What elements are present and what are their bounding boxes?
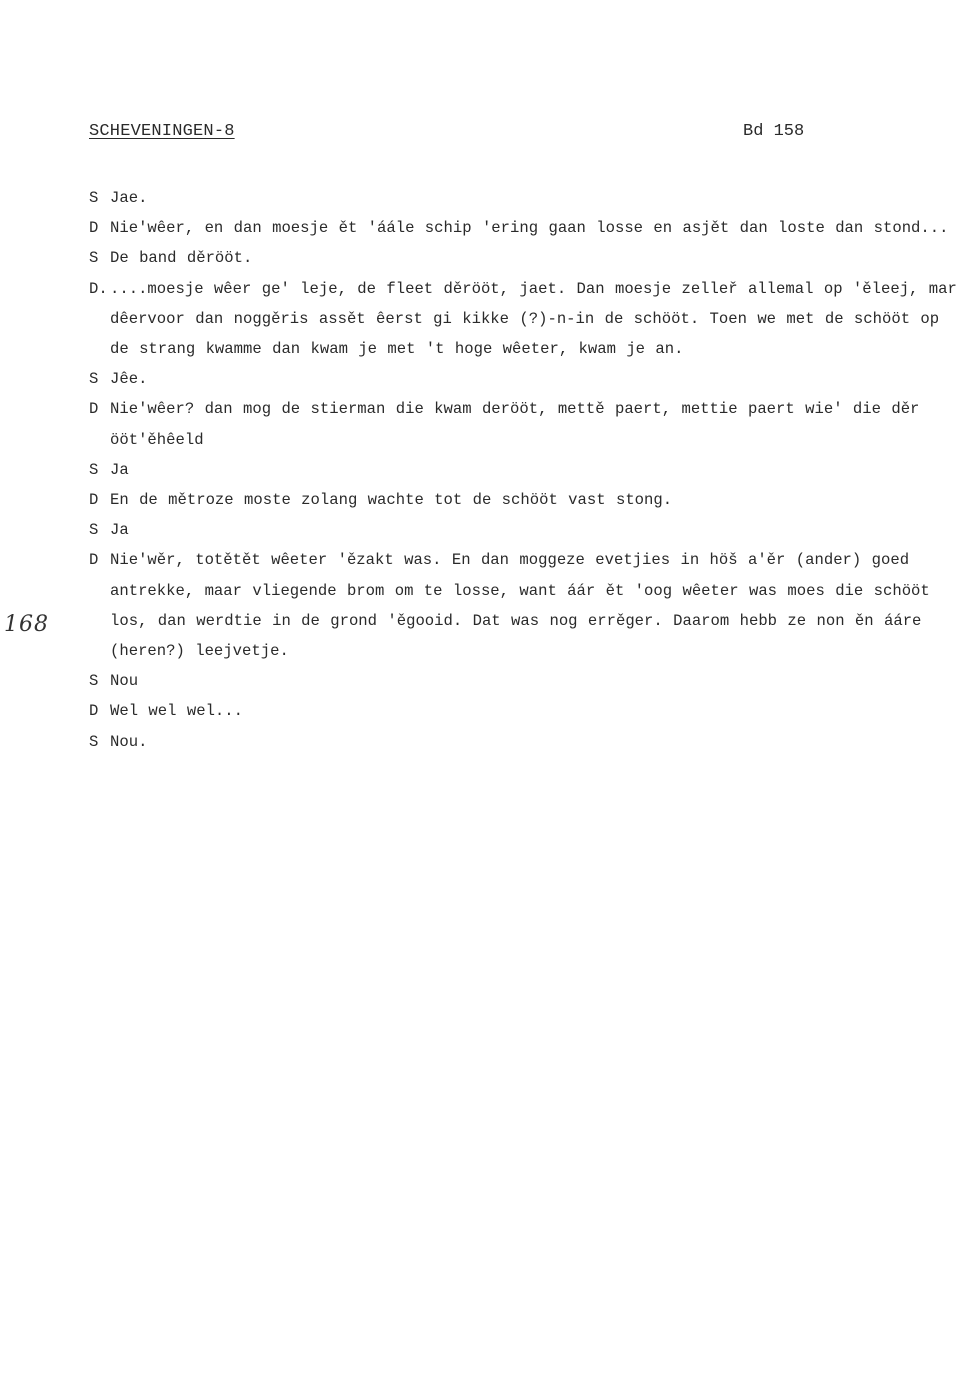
speech-text: Nou [110,672,139,691]
speech-text: ....moesje wêer ge' leje, de fleet děrööt, jaet. Dan moesje zelleř allemal op 'ěleej, mar dêervoor dan noggěris assět êerst gi kikke (?)-n-in de schööt. Toen we met de schööt op de strang kwamme dan kwam je met 't hoge wêeter, kwam je an. [110,279,957,359]
transcript-turn [89,183,961,213]
speaker-label: D. [89,279,108,298]
transcript-turn [89,364,961,394]
transcript-turn [89,394,961,454]
speech-text: Nou. [110,732,148,751]
speech-text: Nie'wêer, en dan moesje ět 'áále schip 'ering gaan losse en asjět dan loste dan stond... [110,219,949,238]
transcript-turn [89,666,961,696]
document-title-text: SCHEVENINGEN-8 [89,122,235,141]
transcript [89,183,961,757]
transcript-turn [89,485,961,515]
transcript-turn [89,727,961,757]
speaker-label: D [89,551,99,570]
transcript-turn [89,274,961,365]
transcript-turn [89,213,961,243]
speaker-label: S [89,460,99,479]
speaker-label: D [89,219,99,238]
speaker-label: S [89,732,99,751]
speaker-label: S [89,672,99,691]
transcript-turn [89,243,961,273]
speaker-label: S [89,521,99,540]
speaker-label: D [89,400,99,419]
document-title [89,122,235,141]
page-reference: Bd 158 [743,122,805,141]
speaker-label: S [89,370,99,389]
transcript-turn [89,545,961,666]
speaker-label: S [89,189,99,207]
speech-text: Ja [110,521,129,540]
speaker-label: D [89,491,99,510]
transcript-turn [89,455,961,485]
transcript-turn [89,515,961,545]
speech-text: Nie'wêer? dan mog de stierman die kwam derööt, mettě paert, mettie paert wie' die děr ööt'ěhêeld [110,400,920,449]
speech-text: Jae. [110,189,148,207]
speaker-label: D [89,702,99,721]
speech-text: Jêe. [110,370,148,389]
handwritten-margin-note: 168 [4,612,49,637]
transcript-turn [89,696,961,726]
speech-text: Nie'wěr, totětět wêeter 'ězakt was. En dan moggeze evetjies in höš a'ěr (ander) goed antrekke, maar vliegende brom om te losse, want áár ět 'oog wêeter was moes die schööt los, dan werdtie in de grond 'ěgooid. Dat was nog errěger. Daarom hebb ze non ěn ááre (heren?) leejvetje. [110,551,930,661]
speech-text: Wel wel wel... [110,702,244,721]
speech-text: En de mětroze moste zolang wachte tot de schööt vast stong. [110,491,673,510]
speech-text: Ja [110,460,129,479]
speech-text: De band děrööt. [110,249,253,268]
speaker-label: S [89,249,99,268]
